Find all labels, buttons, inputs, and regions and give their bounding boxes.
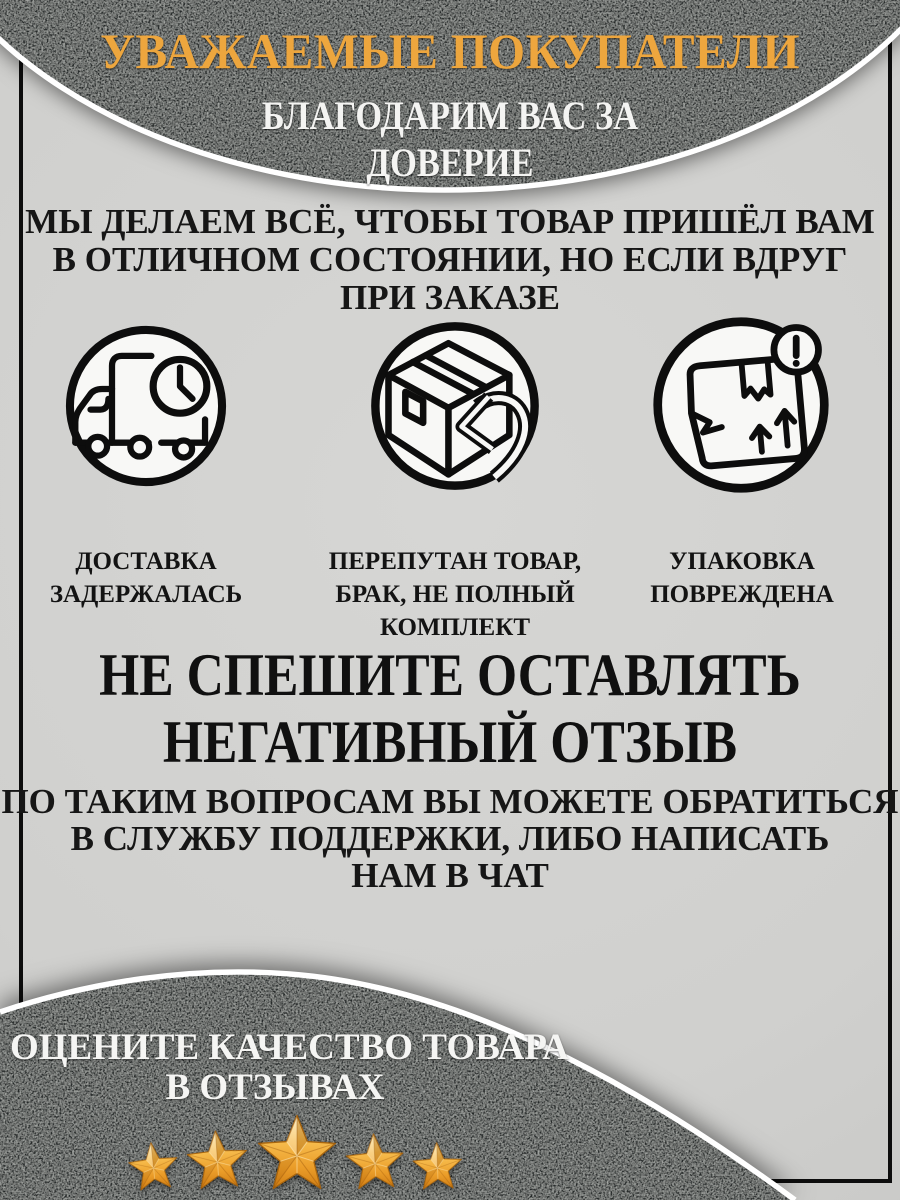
intro-paragraph: МЫ ДЕЛАЕМ ВСЁ, ЧТОБЫ ТОВАР ПРИШЁЛ ВАМ В ОТЛИЧНОМ СОСТОЯНИИ, НО ЕСЛИ ВДРУГ ПРИ ЗАКАЗЕ bbox=[25, 202, 875, 317]
damaged-package-icon bbox=[649, 313, 833, 497]
star-icon bbox=[410, 1140, 465, 1195]
issue-label-damaged-packaging: УПАКОВКА ПОВРЕЖДЕНА bbox=[650, 548, 834, 608]
header-title-text: УВАЖАЕМЫЕ ПОКУПАТЕЛИ bbox=[100, 23, 800, 79]
issue-label-wrong-item: ПЕРЕПУТАН ТОВАР, БРАК, НЕ ПОЛНЫЙ КОМПЛЕКТ bbox=[328, 548, 582, 641]
page-title bbox=[23, 23, 878, 79]
star-icon bbox=[124, 1138, 182, 1196]
issue-label-delivery: ДОСТАВКА ЗАДЕРЖАЛАСЬ bbox=[49, 548, 243, 608]
rating-stars bbox=[55, 1102, 535, 1194]
star-icon bbox=[255, 1113, 339, 1197]
support-paragraph: ПО ТАКИМ ВОПРОСАМ ВЫ МОЖЕТЕ ОБРАТИТЬСЯ В СЛУЖБУ ПОДДЕРЖКИ, ЛИБО НАПИСАТЬ НАМ В ЧАТ bbox=[1, 782, 899, 895]
box-return-arrow-icon bbox=[366, 317, 544, 495]
star-icon bbox=[182, 1127, 251, 1196]
warning-heading: НЕ СПЕШИТЕ ОСТАВЛЯТЬ НЕГАТИВНЫЙ ОТЗЫВ bbox=[99, 642, 801, 775]
star-icon bbox=[342, 1130, 407, 1195]
footer-rate-text: ОЦЕНИТЕ КАЧЕСТВО ТОВАРА В ОТЗЫВАХ bbox=[10, 1027, 569, 1108]
exclamation-badge-icon bbox=[774, 328, 819, 373]
delivery-truck-clock-icon bbox=[61, 321, 231, 491]
header-subtitle: БЛАГОДАРИМ ВАС ЗА ДОВЕРИЕ bbox=[261, 93, 639, 185]
